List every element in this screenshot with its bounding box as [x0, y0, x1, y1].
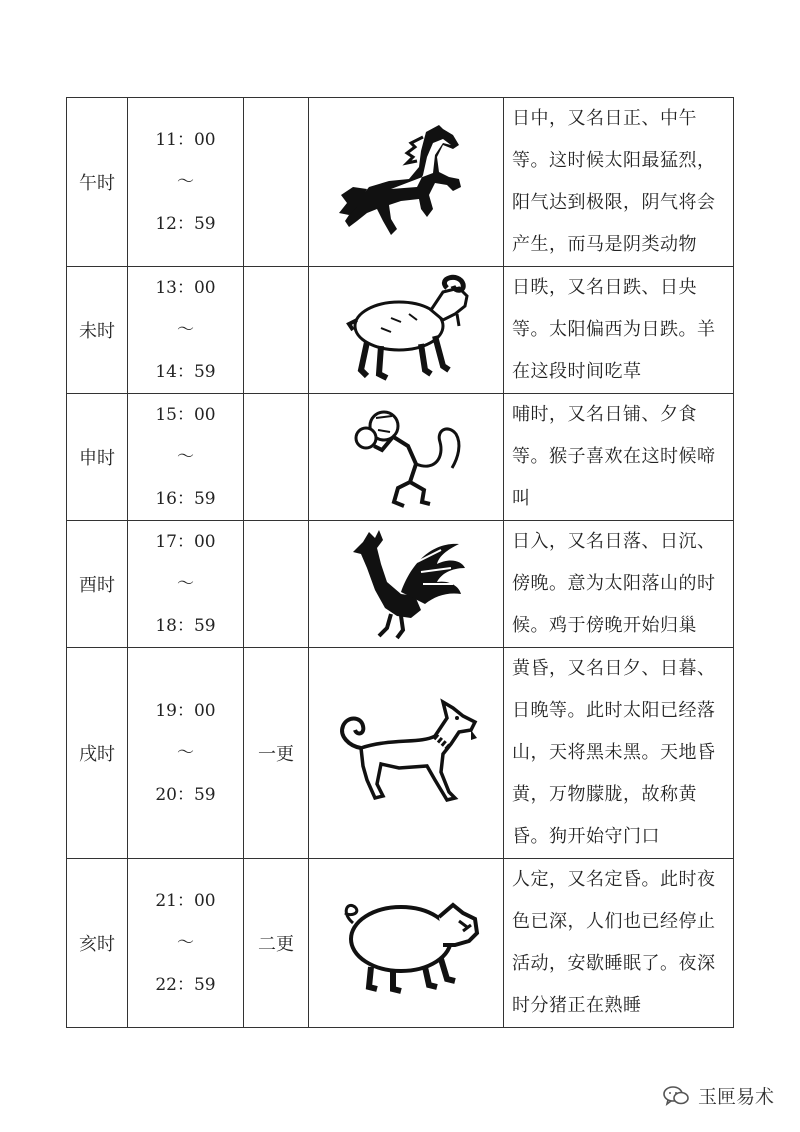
table-row	[67, 648, 734, 859]
footer-text: 玉匣易术	[697, 1086, 774, 1108]
time-start: 21：00	[155, 891, 216, 911]
horse-icon	[331, 117, 481, 247]
time-end: 16：59	[155, 489, 216, 509]
pig-icon	[331, 883, 481, 1003]
time-end: 14：59	[155, 362, 216, 382]
time-table	[66, 97, 734, 1028]
period-name: 戌时	[67, 648, 128, 859]
time-range	[128, 521, 244, 648]
time-range	[128, 394, 244, 521]
animal-cell	[309, 648, 504, 859]
period-name: 申时	[67, 394, 128, 521]
animal-cell	[309, 859, 504, 1028]
animal-cell	[309, 98, 504, 267]
time-tilde: ～	[177, 574, 194, 594]
description: 人定，又名定昏。此时夜色已深，人们也已经停止活动，安歇睡眠了。夜深时分猪正在熟睡	[504, 859, 734, 1028]
wechat-icon	[662, 1085, 690, 1107]
footer-watermark	[662, 1082, 774, 1109]
time-end: 18：59	[155, 616, 216, 636]
period-name: 未时	[67, 267, 128, 394]
animal-cell	[309, 267, 504, 394]
rooster-icon	[341, 524, 471, 644]
time-tilde: ～	[177, 320, 194, 340]
night-watch: 二更	[244, 859, 309, 1028]
time-tilde: ～	[177, 933, 194, 953]
night-watch	[244, 98, 309, 267]
night-watch	[244, 394, 309, 521]
table-row	[67, 98, 734, 267]
time-end: 20：59	[155, 785, 216, 805]
time-tilde: ～	[177, 447, 194, 467]
time-start: 17：00	[155, 532, 216, 552]
dog-icon	[331, 688, 481, 818]
time-start: 19：00	[155, 701, 216, 721]
time-range	[128, 859, 244, 1028]
description: 日昳，又名日跌、日央等。太阳偏西为日跌。羊在这段时间吃草	[504, 267, 734, 394]
table-row	[67, 859, 734, 1028]
night-watch: 一更	[244, 648, 309, 859]
animal-cell	[309, 521, 504, 648]
time-start: 15：00	[155, 405, 216, 425]
period-name: 午时	[67, 98, 128, 267]
description: 日中，又名日正、中午等。这时候太阳最猛烈，阳气达到极限，阴气将会产生，而马是阴类动物	[504, 98, 734, 267]
period-name: 亥时	[67, 859, 128, 1028]
time-range	[128, 98, 244, 267]
table-row	[67, 521, 734, 648]
table-row	[67, 394, 734, 521]
goat-icon	[331, 270, 481, 390]
time-end: 12：59	[155, 214, 216, 234]
time-start: 11：00	[155, 130, 216, 150]
time-start: 13：00	[155, 278, 216, 298]
monkey-icon	[336, 402, 476, 512]
time-tilde: ～	[177, 743, 194, 763]
animal-cell	[309, 394, 504, 521]
time-end: 22：59	[155, 975, 216, 995]
night-watch	[244, 521, 309, 648]
description: 黄昏，又名日夕、日暮、日晚等。此时太阳已经落山，天将黑未黑。天地昏黄，万物朦胧，故称黄昏。狗开始守门口	[504, 648, 734, 859]
description: 日入，又名日落、日沉、傍晚。意为太阳落山的时候。鸡于傍晚开始归巢	[504, 521, 734, 648]
time-range	[128, 648, 244, 859]
night-watch	[244, 267, 309, 394]
time-range	[128, 267, 244, 394]
time-tilde: ～	[177, 172, 194, 192]
period-name: 酉时	[67, 521, 128, 648]
description: 哺时，又名日铺、夕食等。猴子喜欢在这时候啼叫	[504, 394, 734, 521]
table-row	[67, 267, 734, 394]
